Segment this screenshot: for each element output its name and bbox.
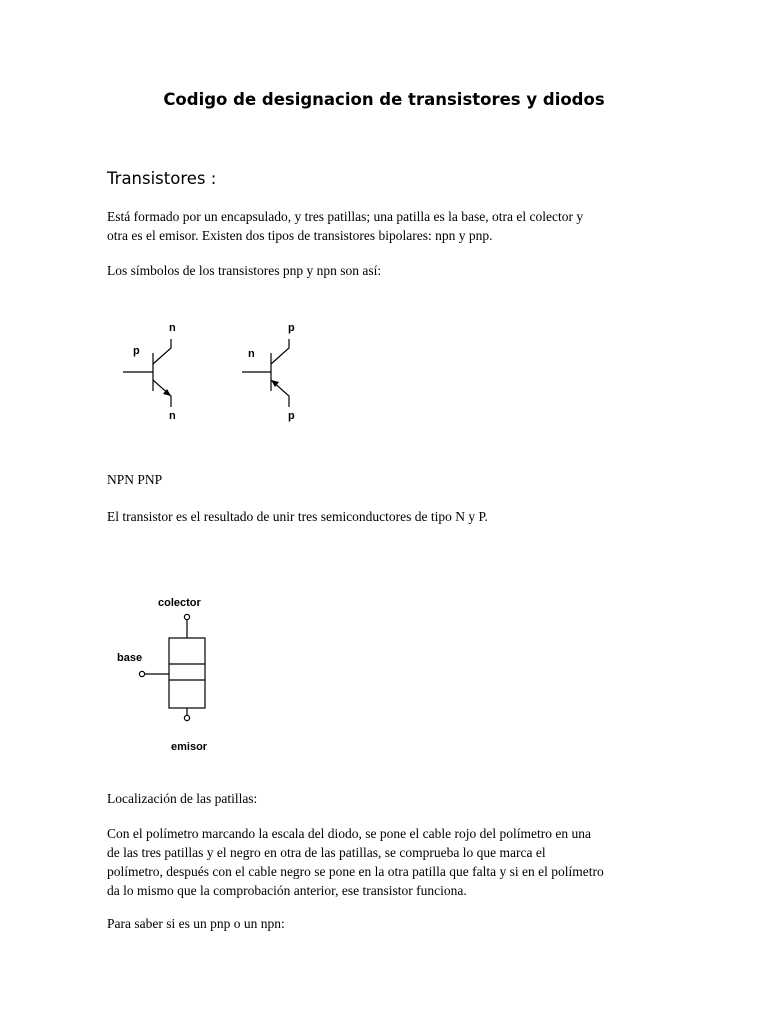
paragraph-semiconductors (107, 507, 672, 526)
semiconductor-block (169, 638, 205, 708)
paragraph-line: da lo mismo que la comprobación anterior, ese transistor funciona. (107, 883, 467, 898)
paragraph-line: Para saber si es un pnp o un npn: (107, 916, 285, 931)
pnp-base-label: n (248, 348, 255, 360)
paragraph-npn-pnp (107, 470, 672, 489)
collector-terminal (184, 614, 189, 619)
paragraph-pin-location (107, 789, 672, 808)
paragraph-description (107, 207, 672, 245)
paragraph-line: Está formado por un encapsulado, y tres patillas; una patilla es la base, otra el colector y (107, 209, 584, 224)
transistor-structure-figure (110, 590, 250, 760)
section-heading: Transistores : (107, 169, 217, 188)
paragraph-multimeter-test (107, 824, 672, 900)
pnp-top-label: p (288, 322, 295, 334)
paragraph-line: de las tres patillas y el negro en otra de las patillas, se comprueba lo que marca el (107, 845, 546, 860)
paragraph-symbols-intro (107, 261, 672, 280)
npn-top-label: n (169, 322, 176, 334)
emitter-label: emisor (171, 741, 208, 753)
paragraph-line: NPN PNP (107, 472, 163, 487)
npn-bottom-label: n (169, 410, 176, 422)
npn-symbol (123, 322, 176, 422)
paragraph-line: Localización de las patillas: (107, 791, 258, 806)
paragraph-pnp-or-npn (107, 914, 672, 933)
paragraph-line: otra es el emisor. Existen dos tipos de transistores bipolares: npn y pnp. (107, 228, 493, 243)
base-label: base (117, 652, 143, 664)
pnp-bottom-label: p (288, 410, 295, 422)
collector-label: colector (158, 597, 201, 609)
npn-base-label: p (133, 345, 140, 357)
pnp-symbol (242, 322, 295, 422)
emitter-terminal (184, 715, 189, 720)
transistor-symbols-figure (110, 315, 320, 425)
document-title: Codigo de designacion de transistores y diodos (163, 90, 605, 109)
base-terminal (139, 671, 144, 676)
paragraph-line: Con el polímetro marcando la escala del diodo, se pone el cable rojo del polímetro en una (107, 826, 591, 841)
paragraph-line: Los símbolos de los transistores pnp y npn son así: (107, 263, 382, 278)
paragraph-line: polímetro, después con el cable negro se pone en la otra patilla que falta y si en el polímetro (107, 864, 604, 879)
paragraph-line: El transistor es el resultado de unir tres semiconductores de tipo N y P. (107, 509, 488, 524)
